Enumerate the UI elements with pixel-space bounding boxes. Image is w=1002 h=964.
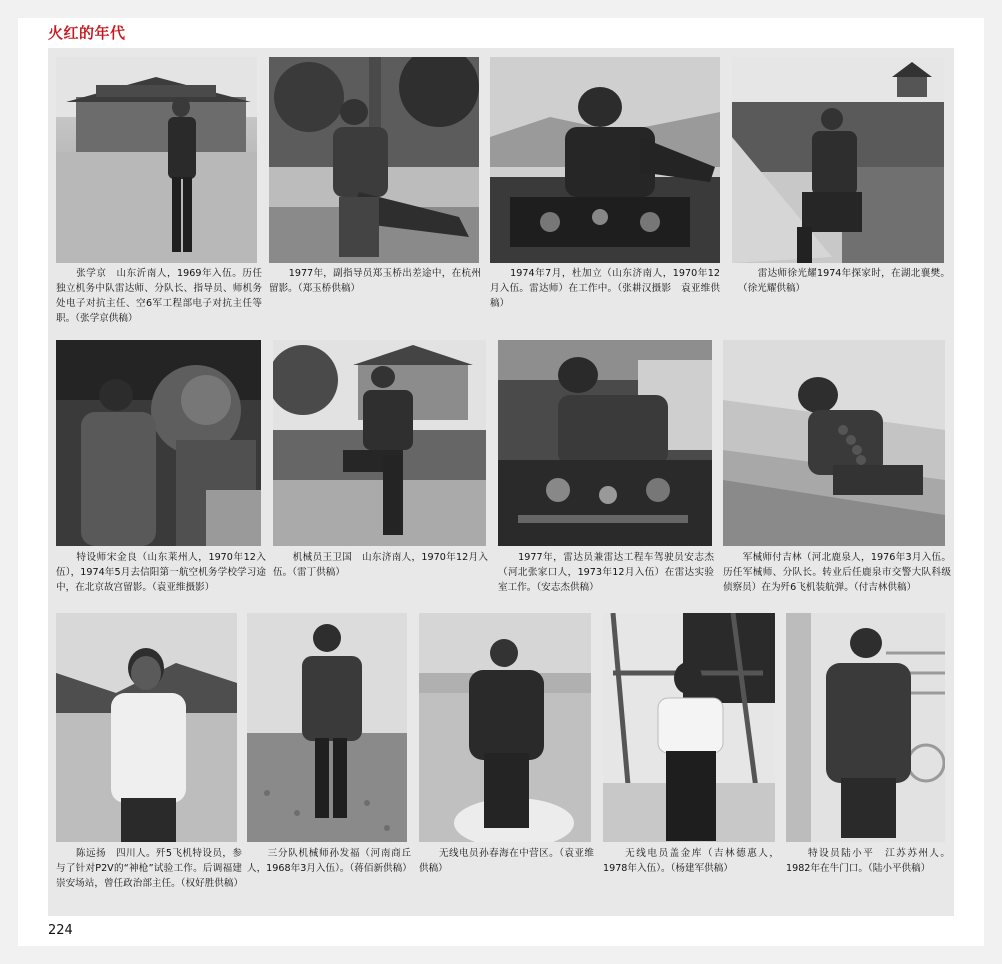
- photo-1: [56, 57, 257, 263]
- photo-10: [247, 613, 407, 842]
- photo-2: [269, 57, 479, 263]
- caption-11: 无线电员孙春海在中营区。（袁亚维供稿）: [419, 848, 594, 874]
- page-number: 224: [48, 923, 73, 938]
- photo-11: [419, 613, 591, 842]
- section-title: 火红的年代: [48, 24, 126, 42]
- caption-3: 1974年7月，杜加立（山东济南人，1970年12月入伍。雷达师）在工作中。（张耕汉摄影 袁亚维供稿）: [490, 268, 720, 309]
- caption-13: 特设员陆小平 江苏苏州人。1982年在牛门口。（陆小平供稿）: [786, 848, 950, 874]
- photo-12: [603, 613, 775, 842]
- caption-4: 雷达师徐光耀1974年探家时，在湖北襄樊。（徐光耀供稿）: [738, 268, 950, 294]
- caption-8: 军械师付吉林（河北鹿泉人，1976年3月入伍。历任军械师、分队长。转业后任鹿泉市交警大队科级侦察员）在为歼6飞机装航弹。（付吉林供稿）: [723, 552, 951, 593]
- photo-4: [732, 57, 944, 263]
- photo-3: [490, 57, 720, 263]
- caption-12: 无线电员盖金库（吉林德惠人，1978年入伍）。（杨建军供稿）: [603, 848, 779, 874]
- photo-7: [498, 340, 712, 546]
- photo-6: [273, 340, 486, 546]
- photo-13: [786, 613, 945, 842]
- photo-5: [56, 340, 261, 546]
- caption-5: 特设师宋金良（山东莱州人，1970年12入伍），1974年5月去信阳第一航空机务学校学习途中，在北京故宫留影。（袁亚维摄影）: [56, 552, 266, 593]
- caption-9: 陈远扬 四川人。歼5飞机特设员，参与了针对P2V的“神枪”试验工作。后调福建崇安场站，曾任政治部主任。（权好胜供稿）: [56, 848, 244, 889]
- photo-9: [56, 613, 237, 842]
- caption-2: 1977年，副指导员郑玉桥出差途中，在杭州留影。（郑玉桥供稿）: [269, 268, 481, 294]
- caption-7: 1977年，雷达员兼雷达工程车驾驶员安志杰（河北张家口人，1973年12月入伍）在雷达实验室工作。（安志杰供稿）: [498, 552, 714, 593]
- caption-6: 机械员王卫国 山东济南人，1970年12月入伍。（雷丁供稿）: [273, 552, 488, 578]
- caption-10: 三分队机械师孙发福（河南商丘人，1968年3月入伍）。（蒋佰新供稿）: [247, 848, 412, 874]
- caption-1: 张学京 山东沂南人，1969年入伍。历任独立机务中队雷达师、分队长、指导员、师机务处电子对抗主任、空6军工程部电子对抗主任等职。（张学京供稿）: [56, 268, 262, 324]
- photo-8: [723, 340, 945, 546]
